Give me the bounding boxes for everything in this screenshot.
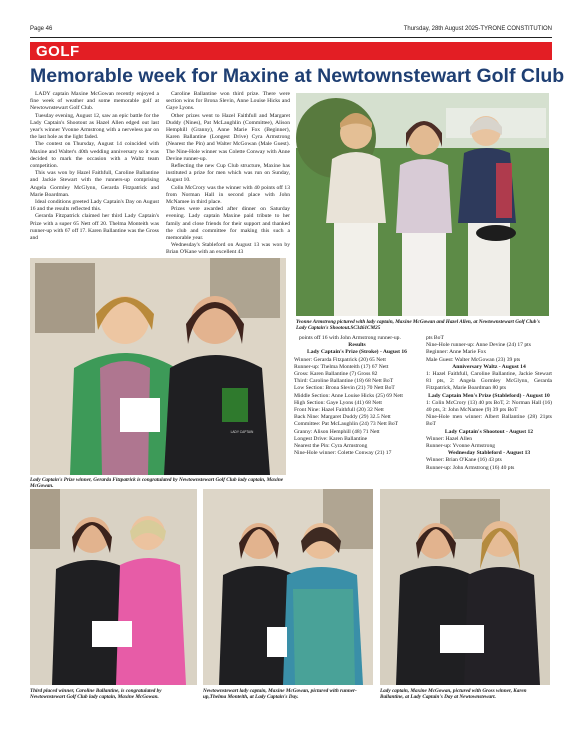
photo-shootout-trio-illustration [296,93,549,316]
results-line: Winner: Hazel Allen [426,435,473,442]
article-paragraph: Caroline Ballantine won third prize. There were section wins for Brona Slevin, Anne Louise Hicks and Gaye Lyons. [166,91,290,112]
caption-mid-left: Lady Captain's Prize winner, Gerarda Fitzpatrick is congratulated by Newtownstewart Golf Club lady captain, Maxine McGowan. [30,477,284,490]
article-paragraph: Tuesday evening, August 12, saw an epic battle for the Lady Captain's Shootout as Hazel Allen edged out last year's winner Yvonne Armstrong with a nerveless par on the last hole as the light faded. [30,112,159,141]
article-paragraph: The contest on Thursday, August 14 coincided with Maxine and Walter's 40th wedding anniversary so it was decided to mark the occasion with a Waltz team competition. [30,141,159,170]
results-line: Runner-up: John Armstrong (16) 40 pts [426,464,515,471]
article-paragraph: Wednesday's Stableford on August 13 was won by Brian O'Kane with an excellent 43 [166,242,290,256]
results-line: Granny: Alison Hemphill (48) 71 Nett [294,428,380,435]
results-line: High Section: Gaye Lyons (41) 68 Nett [294,399,382,406]
caption-bottom-3: Lady captain, Maxine McGowan, pictured with Gross winner, Karen Ballantine, at Lady Captain's Day at Newtownstewart. [380,688,527,701]
article-column-2 [166,91,290,256]
results-line: Middle Section: Anne Louise Hicks (25) 69 Nett [294,392,403,399]
results-line: Male Guest: Walter McGowan (23) 39 pts [426,356,521,363]
photo-shootout-trio [296,93,549,316]
photo-captains-prize [30,258,286,475]
results-subheading: Lady Captain's Prize (Stroke) - August 16 [307,349,407,356]
issue-date: Thursday, 28th August 2025-TYRONE CONSTITUTION [403,26,552,32]
article-paragraph: points off 16 with John Armstrong runner-up. [299,335,401,341]
results-line: Gross: Karen Ballantine (7) Gross 82 [294,371,378,378]
photo-runner-up-illustration [203,489,373,685]
article-paragraph: Prizes were awarded after dinner on Saturday evening. Lady captain Maxine paid tribute to her family and close friends for their support and thanked the club and committee for making this such a memorable year. [166,206,290,242]
results-line: Nearest the Pin: Cyra Armstrong [294,443,368,450]
page-header [30,26,552,36]
results-line: Nine-Hole runner-up: Anne Devine (24) 17 pts [426,342,531,349]
results-subheading: Lady Captain Men's Prize (Stableford) - August 10 [428,392,550,399]
results-heading: Results [348,342,366,349]
results-column-1 [294,335,420,485]
badge-text: LADY CAPTAIN [230,430,254,434]
results-subheading: Anniversary Waltz - August 14 [452,363,526,370]
article-paragraph: Reflecting the new Cup Club structure, Maxine has instituted a prize for men which was run on Sunday, August 10. [166,163,290,184]
photo-gross-winner-illustration [380,489,550,685]
results-line: Winner: Brian O'Kane (16) 43 pts [426,457,502,464]
header-rule [30,37,552,38]
results-line: Committee: Pat McLaughlin (24) 73 Nett BoT [294,421,399,428]
caption-bottom-2: Newtownstewart lady captain, Maxine McGowan, pictured with runner-up,Thelma Monteith, at Lady Captain's Day. [203,688,357,701]
photo-third-placed [30,489,197,685]
results-line: Nine-Hole winner: Colette Conway (21) 17 [294,450,392,457]
results-line: Winner: Gerarda Fitzpatrick (20) 65 Nett [294,356,386,363]
article-paragraph: Gerarda Fitzpatrick claimed her third Lady Captain's Prize with a super 65 Nett off 20. Thelma Monteith was runner-up with 67 off 17. Karen Ballantine was the Gross and [30,213,159,242]
results-line: Low Section: Brona Slevin (21) 70 Nett BoT [294,385,395,392]
article-paragraph: Ideal conditions greeted Lady Captain's Day on August 16 and the results reflected this. [30,199,159,213]
photo-captains-prize-illustration [30,258,286,475]
caption-top-right: Yvonne Armstrong pictured with lady captain, Maxine McGowan and Hazel Allen, at Newtownstewart Golf Club's Lady Captain's Shootout.SC3461CM25 [296,319,540,332]
section-label: GOLF [36,43,80,60]
results-line: Runner-up: Thelma Monteith (17) 67 Nett [294,363,389,370]
results-column-2 [426,335,552,485]
article-paragraph: LADY captain Maxine McGowan recently enjoyed a fine week of weather and some memorable golf at Newtownstewart Golf Club. [30,91,159,112]
results-line: 1: Colin McCrory (13) 40 pts BoT, 2: Norman Hall (16) 40 pts, 3: John McNamee (9) 39 pts BoT [426,399,552,414]
photo-gross-winner [380,489,550,685]
results-line: Back Nine: Margaret Duddy (29) 32.5 Nett [294,414,391,421]
results-line: Front Nine: Hazel Faithfull (20) 32 Nett [294,407,384,414]
headline: Memorable week for Maxine at Newtownstewart Golf Club [30,65,565,87]
results-line: pts BoT [426,335,444,341]
results-line: 1: Hazel Faithfull, Caroline Ballantine, Jackie Stewart 81 pts, 2: Angela Gormley McGlynn, Gerarda Fitzpatrick, Marie Boardman 80 pts [426,371,552,392]
results-line: Beginner: Anne Marie Fox [426,349,487,356]
caption-bottom-1: Third placed winner, Caroline Ballantine, is congratulated by Newtownstewart Golf Club lady captain, Maxine McGowan. [30,688,162,701]
article-paragraph: Colin McCrory was the winner with 40 points off 13 from Norman Hall in second place with John McNamee in third place. [166,184,290,206]
results-line: Runner-up: Yvonne Armstrong [426,443,496,450]
article-paragraph: Other prizes went to Hazel Faithfull and Margaret Duddy (Nines), Pat McLaughlin (Committee), Alison Hemphill (Granny), Anne Marie Fox (Beginner), Karen Ballantine (Longest Drive) Cyra Armstrong (Nearest the Pin) and Walter McGowan (Male Guest). The Nine-Hole winner was Colette Conway with Anne Devine runner-up. [166,112,290,162]
page-number: Page 46 [30,26,53,32]
results-line: Nine-Hole men winner: Albert Ballantine (28) 21pts BoT [426,414,552,428]
results-line: Third: Caroline Ballantine (18) 68 Nett BoT [294,378,394,385]
article-paragraph: This was won by Hazel Faithfull, Caroline Ballantine and Jackie Stewart with the runners-up comprising Angela Gormley McGlynn, Gerarda Fitzpatrick and Marie Boardman. [30,170,159,198]
article-column-1 [30,91,159,251]
photo-runner-up [203,489,373,685]
results-subheading: Wednesday Stableford - August 13 [447,450,531,457]
photo-third-placed-illustration [30,489,197,685]
results-line: Longest Drive: Karen Ballantine [294,435,368,442]
section-bar [30,42,552,60]
results-subheading: Lady Captain's Shootout - August 12 [444,428,534,435]
